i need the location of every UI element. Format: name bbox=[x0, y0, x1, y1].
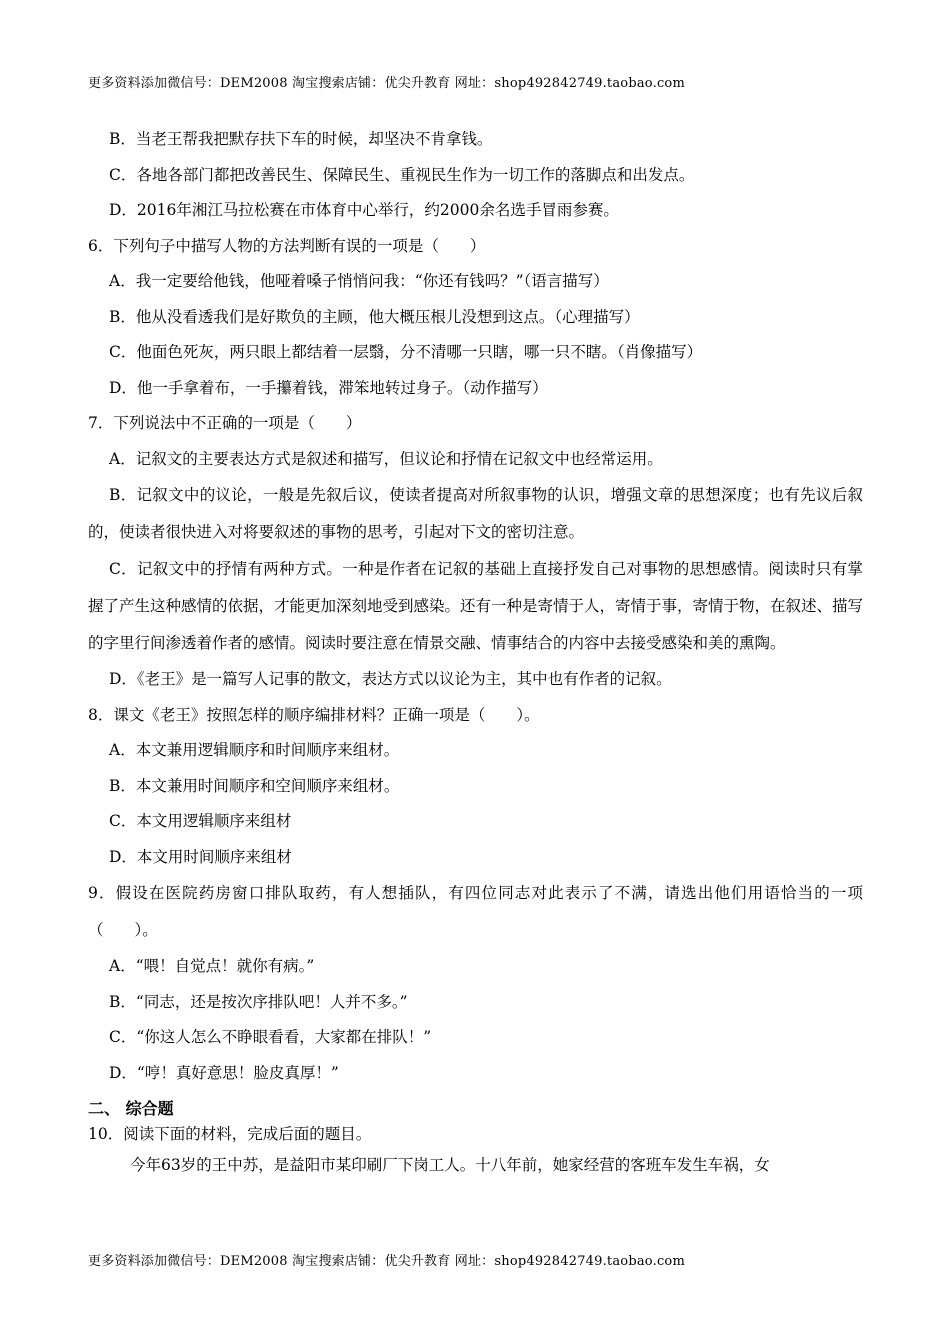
q7-option-c: C．记叙文中的抒情有两种方式。一种是作者在记叙的基础上直接抒发自己对事物的思想感情。阅读时只有掌握了产生这种感情的依据，才能更加深刻地受到感染。还有一种是寄情于人，寄情于事，寄情于物，在叙述、描写的字里行间渗透着作者的感情。阅读时要注意在情景交融、情事结合的内容中去接受感染和美的熏陶。 bbox=[88, 560, 864, 652]
q9-option-b: B．“同志，还是按次序排队吧！人并不多。” bbox=[109, 992, 408, 1011]
q7-option-d: D．《老王》是一篇写人记事的散文，表达方式以议论为主，其中也有作者的记叙。 bbox=[109, 670, 672, 688]
q5-option-d: D．2016年湘江马拉松赛在市体育中心举行，约2000余名选手冒雨参赛。 bbox=[109, 201, 619, 219]
q9-option-a: A．“喂！自觉点！就你有病。” bbox=[109, 957, 315, 975]
page-footer: 更多资料添加微信号：DEM2008 淘宝搜索店铺：优尖升教育 网址：shop492842749.taobao.com bbox=[88, 1254, 685, 1269]
q6-option-a: A．我一定要给他钱，他哑着嗓子悄悄问我：“你还有钱吗？”（语言描写） bbox=[109, 272, 609, 290]
q5-option-c: C．各地各部门都把改善民生、保障民生、重视民生作为一切工作的落脚点和出发点。 bbox=[109, 165, 695, 184]
q7-option-a: A．记叙文的主要表达方式是叙述和描写，但议论和抒情在记叙文中也经常运用。 bbox=[109, 449, 663, 468]
q9-option-c: C．“你这人怎么不睁眼看看，大家都在排队！” bbox=[109, 1028, 432, 1046]
q6-option-b: B．他从没看透我们是好欺负的主顾，他大概压根儿没想到这点。（心理描写） bbox=[109, 307, 640, 326]
page-header: 更多资料添加微信号：DEM2008 淘宝搜索店铺：优尖升教育 网址：shop492842749.taobao.com bbox=[88, 76, 685, 91]
q8-option-b: B．本文兼用时间顺序和空间顺序来组材。 bbox=[109, 776, 400, 795]
q5-option-b: B．当老王帮我把默存扶下车的时候，却坚决不肯拿钱。 bbox=[109, 130, 493, 148]
q9-option-d: D．“哼！真好意思！脸皮真厚！” bbox=[109, 1063, 339, 1082]
q8-option-c: C．本文用逻辑顺序来组材 bbox=[109, 812, 292, 830]
q8-stem: 8．课文《老王》按照怎样的顺序编排材料？正确一项是（ ）。 bbox=[88, 705, 540, 724]
document-body bbox=[88, 122, 863, 1183]
q7-option-b: B．记叙文中的议论，一般是先叙后议，使读者提高对所叙事物的认识，增强文章的思想深度；也有先议后叙的，使读者很快进入对将要叙述的事物的思考，引起对下文的密切注意。 bbox=[88, 486, 863, 541]
q6-option-c: C．他面色死灰，两只眼上都结着一层翳，分不清哪一只瞎，哪一只不瞎。（肖像描写） bbox=[109, 343, 703, 361]
q9-stem: 9．假设在医院药房窗口排队取药，有人想插队，有四位同志对此表示了不满，请选出他们用语恰当的一项（ ）。 bbox=[88, 884, 863, 939]
q8-option-d: D．本文用时间顺序来组材 bbox=[109, 847, 292, 866]
q6-stem: 6．下列句子中描写人物的方法判断有误的一项是（ ） bbox=[88, 236, 486, 255]
q10-paragraph: 今年63岁的王中苏，是益阳市某印刷厂下岗工人。十八年前，她家经营的客班车发生车祸，女 bbox=[130, 1156, 770, 1174]
q7-stem: 7．下列说法中不正确的一项是（ ） bbox=[88, 414, 362, 432]
q6-option-d: D．他一手拿着布，一手攥着钱，滞笨地转过身子。（动作描写） bbox=[109, 378, 548, 397]
q10-stem: 10．阅读下面的材料，完成后面的题目。 bbox=[88, 1125, 372, 1143]
section-heading: 二、 综合题 bbox=[88, 1099, 174, 1118]
q8-option-a: A．本文兼用逻辑顺序和时间顺序来组材。 bbox=[109, 741, 400, 759]
